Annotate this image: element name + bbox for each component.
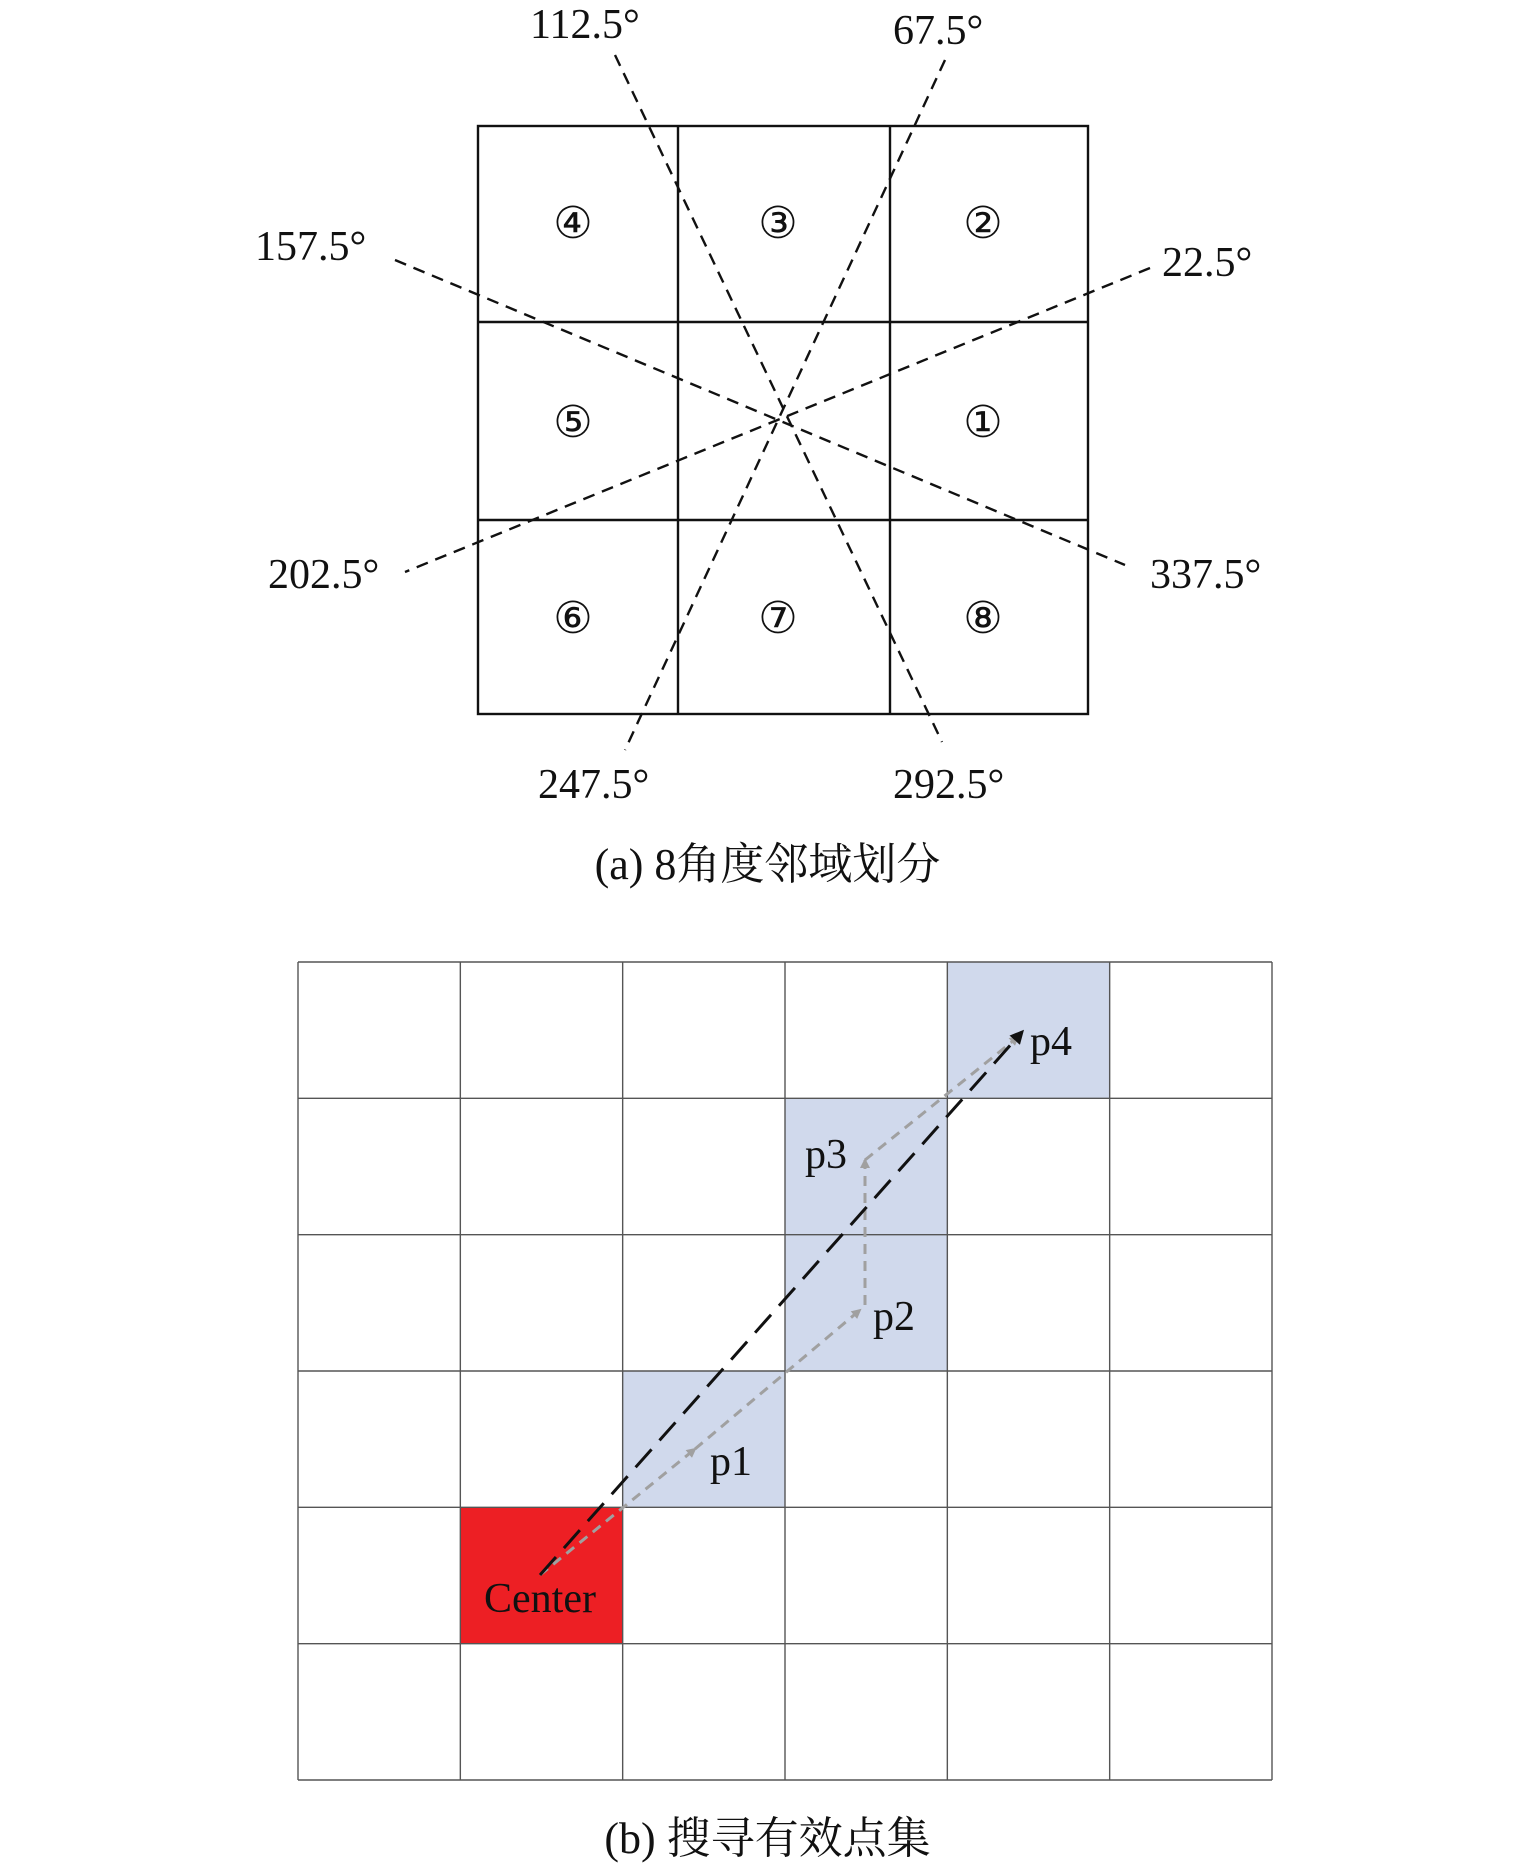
angle-label-292-5: 292.5° <box>893 762 1005 808</box>
angle-label-247-5: 247.5° <box>538 762 650 808</box>
sector-label-5: ⑤ <box>553 398 593 447</box>
angle-label-22-5: 22.5° <box>1162 240 1253 286</box>
point-label-p1: p1 <box>710 1439 752 1485</box>
sector-label-3: ③ <box>758 199 798 248</box>
angle-label-157-5: 157.5° <box>255 224 367 270</box>
center-label: Center <box>484 1576 596 1622</box>
caption-a: (a) 8角度邻域划分 <box>594 840 941 889</box>
sector-label-8: ⑧ <box>963 594 1003 643</box>
point-label-p2: p2 <box>873 1294 915 1340</box>
angle-label-67-5: 67.5° <box>893 8 984 54</box>
sector-label-4: ④ <box>553 199 593 248</box>
sector-label-2: ② <box>963 199 1003 248</box>
angle-label-112-5: 112.5° <box>530 2 640 48</box>
search-grid-diagram <box>298 962 1272 1780</box>
grid-lines <box>298 962 1272 1780</box>
sector-label-1: ① <box>963 398 1003 447</box>
neighborhood-diagram <box>255 2 1261 808</box>
point-label-p4: p4 <box>1030 1019 1072 1065</box>
boundary-22-202-line <box>405 268 1150 572</box>
point-label-p3: p3 <box>805 1132 847 1178</box>
caption-b: (b) 搜寻有效点集 <box>604 1814 931 1863</box>
angle-label-337-5: 337.5° <box>1150 552 1262 598</box>
angle-label-202-5: 202.5° <box>268 552 380 598</box>
sector-label-6: ⑥ <box>553 594 593 643</box>
valid-cell-p4 <box>947 962 1109 1098</box>
boundary-67-247-line <box>625 60 945 750</box>
sector-label-7: ⑦ <box>758 594 798 643</box>
